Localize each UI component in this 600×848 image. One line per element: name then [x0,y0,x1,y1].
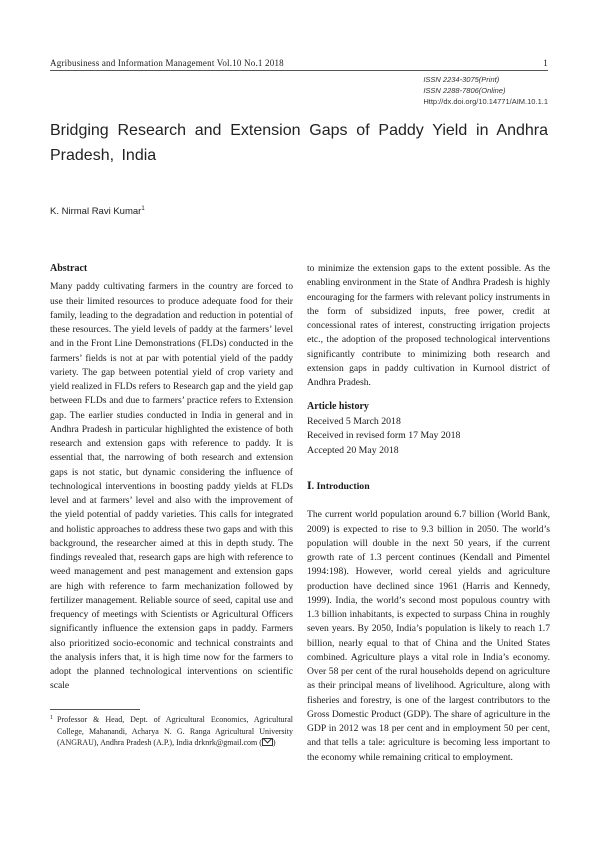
doi-link[interactable]: Http://dx.doi.org/10.14771/AIM.10.1.1 [423,97,548,106]
abstract-continuation: to minimize the extension gaps to the extent possible. As the enabling environment in the State of Andhra Pradesh is highly encouraging for the farmers with relevant policy instruments in the form of subsidized inputs, free power, credit at concessional rates of interest, constructing irrigation projects etc., the adoption of the proposed technological interventions significantly contribute to minimizing both research and extension gaps in paddy cultivation in Kurnool district of Andhra Pradesh. [307,263,550,388]
footnote: 1 Professor & Head, Dept. of Agricultural Economics, Agricultural College, Mahanandi, Acharya N. G. Ranga Agricultural University (ANGRAU), Andhra Pradesh (A.P.), India drknrk@gmail.com ( ) [50,715,293,747]
affiliation-mark: 1 [141,206,145,212]
accepted-date: Accepted 20 May 2018 [307,444,399,456]
introduction-text: The current world population around 6.7 billion (World Bank, 2009) is expected to rise to 9.3 billion in 2050. The world’s population will double in the next 50 years, if the current growth rate of 1.3 percent continues (Kendall and Pimentel 1994:198). However, world cereal yields and agriculture production have declined since 1961 (Harris and Kennedy, 1999). India, the world’s second most populous country with 1.3 billion inhabitants, is expected to surpass China in roughly seven years. By 2050, India’s population is likely to reach 1.7 billion, nearly equal to that of China and the United States combined. Agriculture plays a vital role in India’s economy. Over 58 per cent of the rural households depend on agriculture as their principal means of livelihood. Agriculture, along with fisheries and forestry, is one of the largest contributors to the Gross Domestic Product (GDP). The share of agriculture in the GDP in 2012 was 18 per cent and in employment 50 per cent, and that tells a tale: agriculture is becoming less important to the economy while remaining critical to employment. [307,509,550,763]
author-line [50,206,145,217]
introduction-heading: Ⅰ. Introduction [307,481,370,492]
footnote-text: Professor & Head, Dept. of Agricultural Economics, Agricultural College, Mahanandi, Acharya N. G. Ranga Agricultural University (ANGRAU), Andhra Pradesh (A.P.), India [57,715,293,747]
right-column [307,262,550,765]
received-date: Received 5 March 2018 [307,415,401,427]
identifier-block [423,74,548,107]
footnote-rule [50,709,140,710]
mail-icon [262,738,273,746]
revised-date: Received in revised form 17 May 2018 [307,430,461,441]
issn-online: ISSN 2288-7806(Online) [423,86,506,95]
article-history [307,400,550,458]
paper-title: Bridging Research and Extension Gaps of Paddy Yield in Andhra Pradesh, India [50,122,548,164]
author-email[interactable]: drknrk@gmail.com [194,738,258,747]
footnote-mark: 1 [50,715,53,721]
issn-print: ISSN 2234-3075(Print) [423,75,500,84]
abstract-text: Many paddy cultivating farmers in the country are forced to use their limited resources to produce adequate food for their family, leading to the degradation and reduction in potential of these resources. The yield levels of paddy at the farmers’ level and in the Front Line Demonstrations (FLDs) conducted in the farmers’ fields is not at par with potential yield of the paddy variety. The gap between potential yield of crop variety and yield realized in FLDs refers to Research gap and the yield gap between FLDs and due to farmers’ practice refers to Extension gap. The earlier studies conducted in India in general and in Andhra Pradesh in particular highlighted the existence of both research and extension gaps with reference to paddy. It is essential that, the narrowing of both research and extension gaps is not static, but dynamic considering the influence of technological interventions in boosting paddy yields at FLDs level and at farmers’ level and also with the improvement of the yield potential of paddy varieties. This calls for integrated and holistic approaches to address these two gaps and with this background, the researcher aimed at this in depth study. The findings revealed that, research gaps are high with reference to weed management and pest management and extension gaps are high with reference to farm mechanization followed by fertilizer management. Reliable source of seed, capital use and frequency of meetings with Scientists or Agricultural Officers significantly influence the extension gaps in paddy. Farmers also prioritized socio-economic and technical constraints and the analysis infers that, it is high time now for the farmers to adopt the planned technological interventions on scientific scale [50,281,293,692]
running-head [50,58,548,68]
page-number: 1 [543,58,548,68]
author-name: K. Nirmal Ravi Kumar [50,206,142,218]
article-history-heading: Article history [307,401,369,413]
abstract-heading: Abstract [50,263,88,274]
journal-name: Agribusiness and Information Management Vol.10 No.1 2018 [50,58,284,68]
header-rule [50,70,548,71]
left-column [50,262,293,694]
